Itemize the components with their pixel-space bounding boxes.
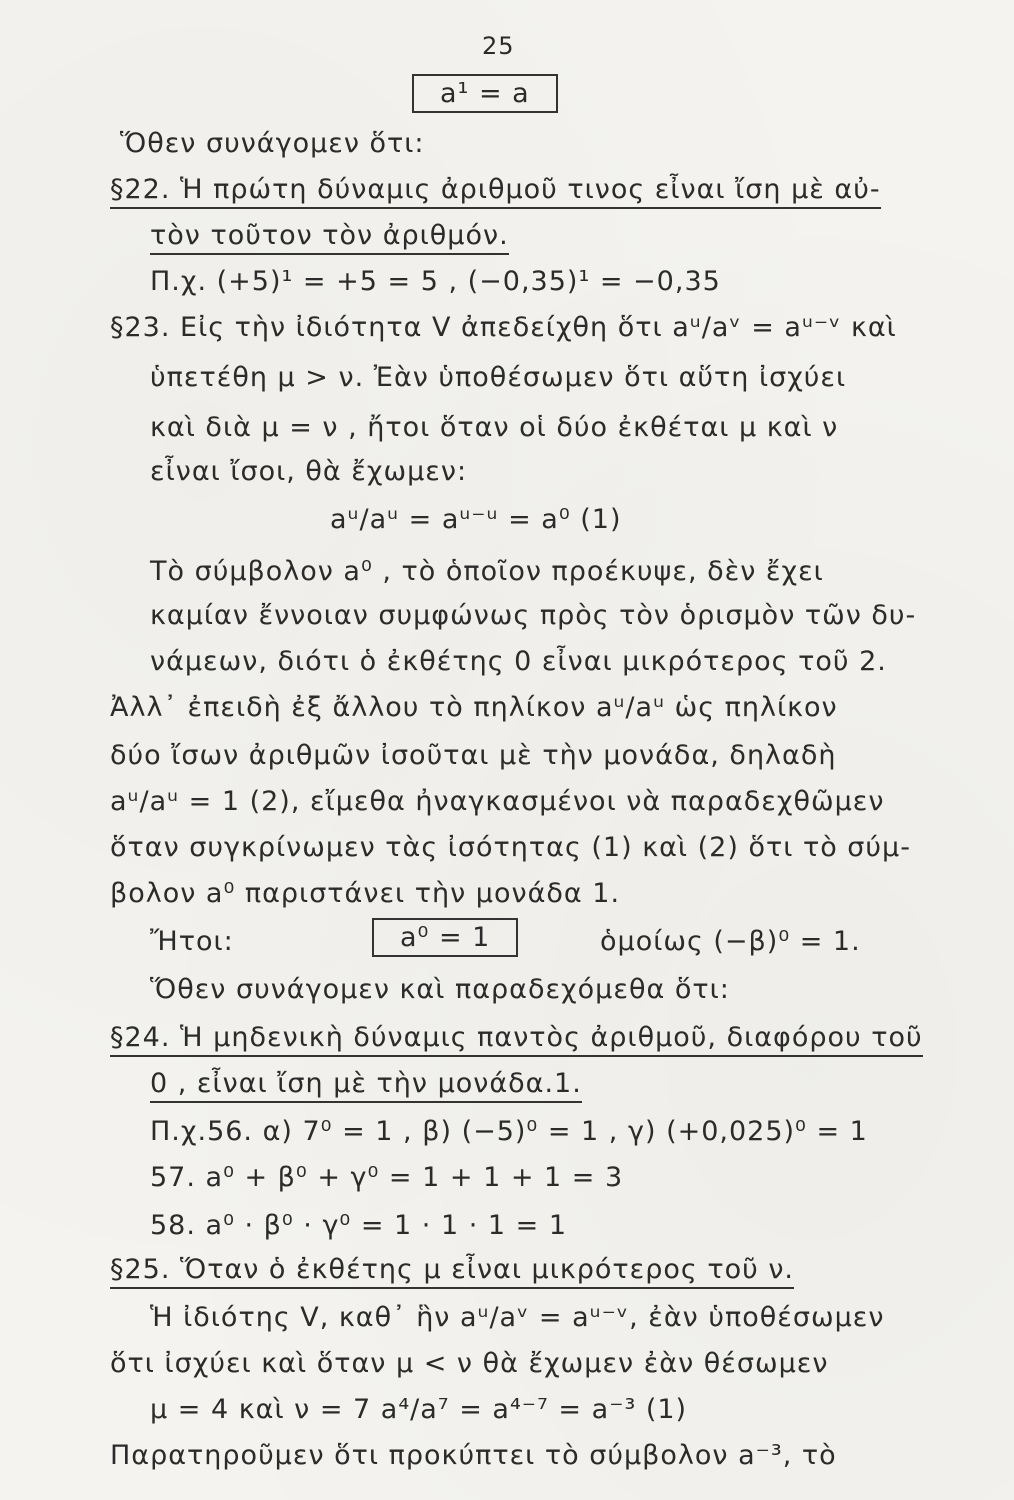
formula-box [412, 78, 558, 110]
text-line: Παρατηροῦμεν ὅτι προκύπτει τὸ σύμβολον a⁻³, τὸ [110, 1440, 837, 1471]
equation-1: aᵘ/aᵘ = aᵘ⁻ᵘ = a⁰ (1) [330, 504, 622, 535]
text-line: καμίαν ἔννοιαν συμφώνως πρὸς τὸν ὁρισμὸν τῶν δυ- [150, 600, 917, 631]
text-line: ὑπετέθη μ > ν. Ἐὰν ὑποθέσωμεν ὅτι αὕτη ἰσχύει [150, 362, 847, 393]
section-23-line: §23. Εἰς τὴν ἰδιότητα V ἀπεδείχθη ὅτι aᵘ/aᵛ = aᵘ⁻ᵛ καὶ [110, 312, 897, 343]
boxed-formula: a⁰ = 1 [372, 918, 518, 957]
section-24-heading-cont: 0 , εἶναι ἴση μὲ τὴν μονάδα.1. [150, 1068, 582, 1103]
example-line: 58. a⁰ · β⁰ · γ⁰ = 1 · 1 · 1 = 1 [150, 1210, 568, 1241]
text-line: Ἡ ἰδιότης V, καθ᾽ ἣν aᵘ/aᵛ = aᵘ⁻ᵛ, ἐὰν ὑποθέσωμεν [150, 1302, 885, 1333]
text-line: Ὅθεν συνάγομεν ὅτι: [120, 128, 425, 159]
text-line: βολον a⁰ παριστάνει τὴν μονάδα 1. [110, 878, 621, 909]
text-line: aᵘ/aᵘ = 1 (2), εἴμεθα ἠναγκασμένοι νὰ παραδεχθῶμεν [110, 786, 885, 817]
text-line: ὅτι ἰσχύει καὶ ὅταν μ < ν θὰ ἔχωμεν ἐὰν θέσωμεν [110, 1348, 829, 1379]
boxed-formula: a¹ = a [412, 74, 558, 113]
text-line: καὶ διὰ μ = ν , ἤτοι ὅταν οἱ δύο ἐκθέται μ καὶ ν [150, 412, 839, 443]
text-line: εἶναι ἴσοι, θὰ ἔχωμεν: [150, 456, 468, 487]
example-line: 57. a⁰ + β⁰ + γ⁰ = 1 + 1 + 1 = 3 [150, 1162, 624, 1193]
section-24-heading: §24. Ἡ μηδενικὴ δύναμις παντὸς ἀριθμοῦ, διαφόρου τοῦ [110, 1022, 923, 1057]
text-line: Ὅθεν συνάγομεν καὶ παραδεχόμεθα ὅτι: [150, 974, 730, 1005]
formula-box [372, 922, 518, 954]
example-line: Π.χ.56. α) 7⁰ = 1 , β) (−5)⁰ = 1 , γ) (+0,025)⁰ = 1 [150, 1116, 868, 1147]
section-22-heading-cont: τὸν τοῦτον τὸν ἀριθμόν. [150, 220, 509, 255]
text-line: Ἤτοι: [150, 926, 234, 957]
text-line: μ = 4 καὶ ν = 7 a⁴/a⁷ = a⁴⁻⁷ = a⁻³ (1) [150, 1394, 688, 1425]
text-line: δύο ἴσων ἀριθμῶν ἰσοῦται μὲ τὴν μονάδα, δηλαδὴ [110, 740, 837, 771]
text-line: νάμεων, διότι ὁ ἐκθέτης 0 εἶναι μικρότερος τοῦ 2. [150, 646, 887, 677]
section-22-heading: §22. Ἡ πρώτη δύναμις ἀριθμοῦ τινος εἶναι ἴση μὲ αὐ- [110, 174, 881, 209]
section-25-heading: §25. Ὅταν ὁ ἐκθέτης μ εἶναι μικρότερος τοῦ ν. [110, 1254, 794, 1289]
text-line: ὅταν συγκρίνωμεν τὰς ἰσότητας (1) καὶ (2) ὅτι τὸ σύμ- [110, 832, 911, 863]
text-line: ὁμοίως (−β)⁰ = 1. [600, 926, 861, 957]
text-line: Τὸ σύμβολον a⁰ , τὸ ὁποῖον προέκυψε, δὲν ἔχει [150, 556, 824, 587]
text-line: Ἀλλ᾽ ἐπειδὴ ἐξ ἄλλου τὸ πηλίκον aᵘ/aᵘ ὡς πηλίκον [110, 692, 838, 723]
page-number: 25 [482, 32, 515, 60]
example-line: Π.χ. (+5)¹ = +5 = 5 , (−0,35)¹ = −0,35 [150, 266, 721, 297]
